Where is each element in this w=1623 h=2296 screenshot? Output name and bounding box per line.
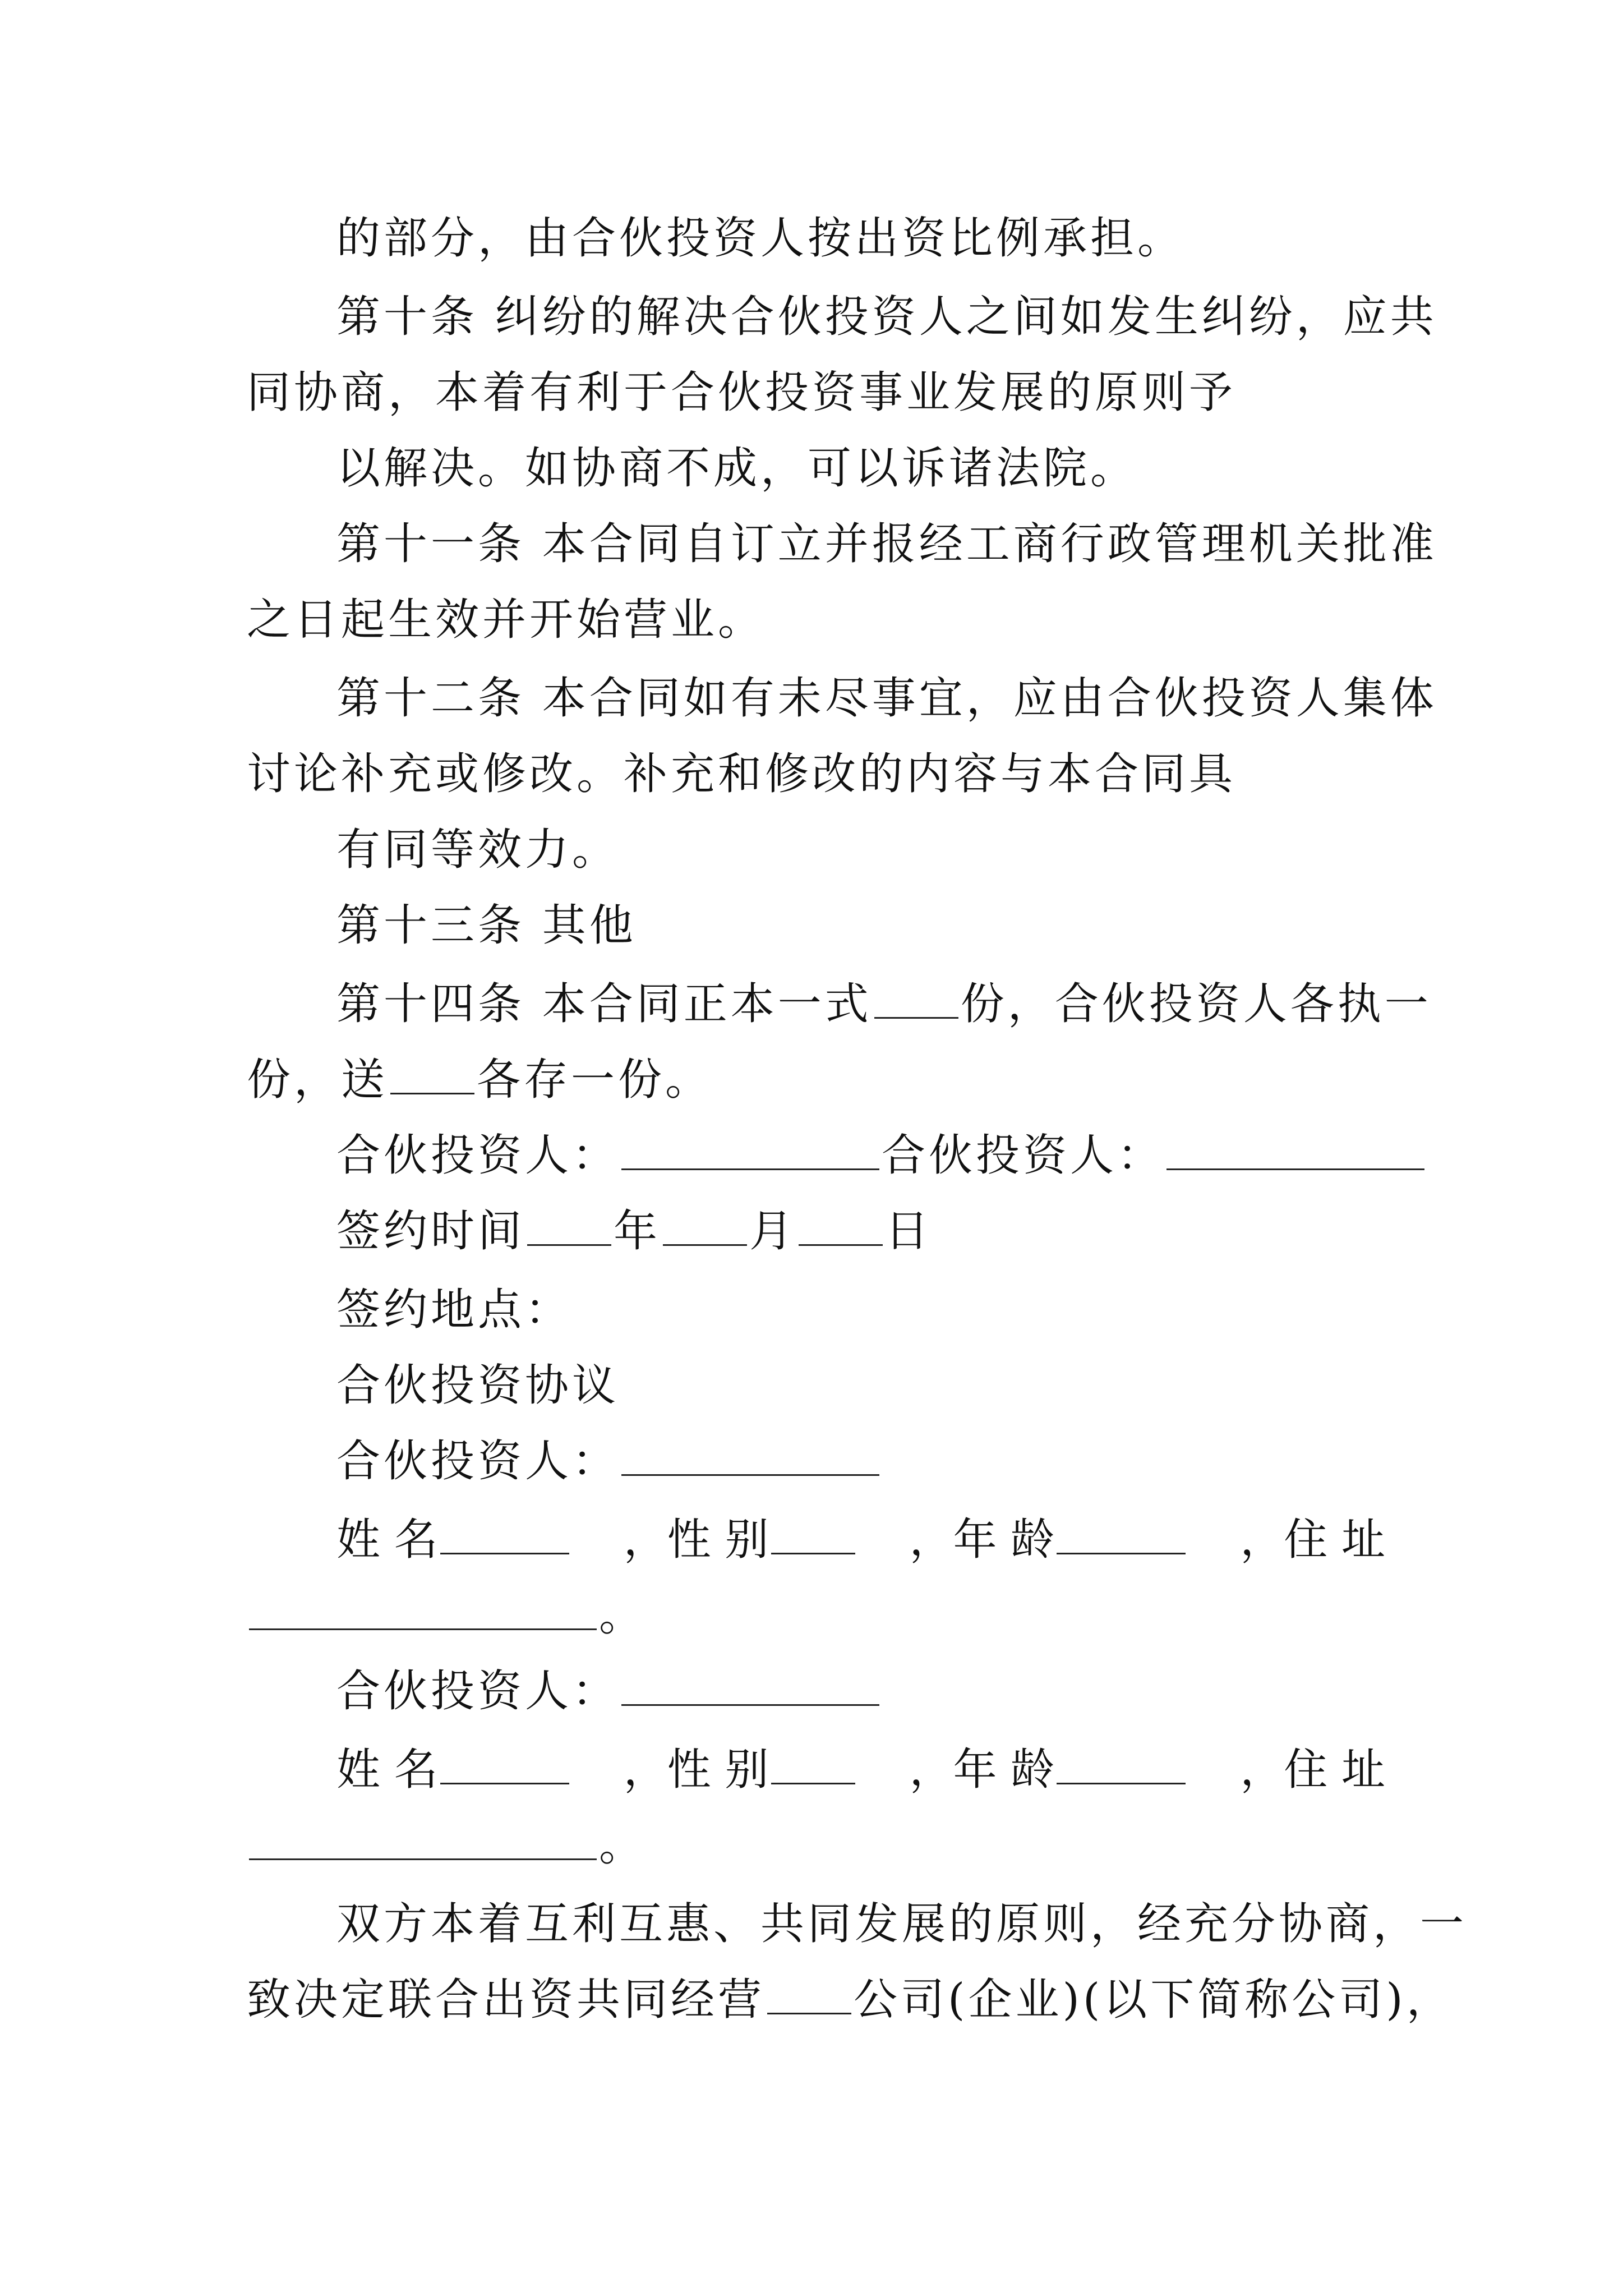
preamble-text: 致决定联合出资共同经营 (247, 1975, 766, 2025)
article-14-heading-line (336, 976, 1432, 1032)
name-label: 姓 名 (336, 1745, 438, 1795)
address-line (247, 1588, 646, 1644)
gender-field (624, 1742, 857, 1798)
investor-label: 合伙投资人： (882, 1130, 1165, 1181)
address-line (247, 1818, 646, 1874)
investor-name-blank (621, 1665, 879, 1706)
year-blank (527, 1205, 611, 1246)
article-13-heading-line: 第十三条 其他 (336, 900, 637, 951)
article-14-text: 第十四条 本合同正本一式 (336, 979, 872, 1029)
signing-date-label: 签约时间 (336, 1206, 525, 1257)
paragraph-line: 讨论补充或修改。补充和修改的内容与本合同具 (247, 749, 1237, 799)
investor-line (336, 1663, 882, 1719)
gender-blank (771, 1513, 855, 1554)
name-blank (440, 1513, 569, 1554)
investor-label: 合伙投资人： (336, 1666, 620, 1717)
investor-label: 合伙投资人： (336, 1436, 620, 1487)
paragraph-line: 有同等效力。 (336, 825, 620, 875)
article-12-heading-line: 第十二条 本合同如有未尽事宜，应由合伙投资人集体 (336, 673, 1437, 724)
name-field (336, 1742, 571, 1798)
preamble-line (247, 1972, 1454, 2028)
agreement-title: 合伙投资协议 (336, 1360, 620, 1411)
age-field (909, 1512, 1188, 1568)
name-field (336, 1512, 571, 1568)
signing-place-label: 签约地点： (336, 1285, 573, 1335)
investor-name-blank (621, 1435, 879, 1476)
address-field (1240, 1742, 1385, 1798)
article-11-heading-line: 第十一条 本合同自订立并报经工商行政管理机关批准 (336, 519, 1437, 569)
address-field (1240, 1512, 1385, 1568)
signing-date-line (336, 1203, 932, 1259)
day-blank (799, 1205, 883, 1246)
paragraph-line: 同协商，本着有利于合伙投资事业发展的原则予 (247, 367, 1237, 418)
address-blank (249, 1819, 597, 1860)
address-label: ，住 址 (1240, 1745, 1385, 1795)
line-end: 。 (599, 1820, 647, 1871)
paragraph-line (247, 1052, 712, 1108)
investor-label: 合伙投资人： (336, 1130, 620, 1181)
investor-details-line (336, 1742, 1385, 1798)
month-label: 月 (749, 1206, 797, 1257)
investor-details-line (336, 1512, 1385, 1568)
signature-line (336, 1128, 1427, 1184)
gender-blank (771, 1743, 855, 1784)
day-label: 日 (885, 1206, 933, 1257)
article-14-text: 份，合伙投资人各执一 (960, 979, 1432, 1029)
name-blank (440, 1743, 569, 1784)
copies-count-blank (874, 978, 958, 1019)
paragraph-line: 以解决。如协商不成，可以诉诸法院。 (336, 443, 1138, 494)
article-14-text: 各存一份。 (477, 1055, 713, 1105)
age-blank (1057, 1513, 1186, 1554)
investor-signature-blank (1166, 1129, 1424, 1170)
investor-line (336, 1433, 882, 1489)
age-field (909, 1742, 1188, 1798)
article-14-text: 份，送 (247, 1055, 389, 1105)
age-blank (1057, 1743, 1186, 1784)
gender-label: ，性 别 (623, 1745, 769, 1795)
article-10-heading-line: 第十条 纠纷的解决合伙投资人之间如发生纠纷，应共 (336, 292, 1437, 342)
paragraph-line: 之日起生效并开始营业。 (247, 595, 766, 645)
paragraph-line: 的部分，由合伙投资人按出资比例承担。 (336, 213, 1185, 264)
preamble-text: 公司(企业)(以下简称公司)， (854, 1975, 1454, 2025)
preamble-line: 双方本着互利互惠、共同发展的原则，经充分协商，一 (336, 1899, 1468, 1949)
investor-signature-blank (621, 1129, 879, 1170)
month-blank (663, 1205, 747, 1246)
gender-label: ，性 别 (623, 1515, 769, 1565)
line-end: 。 (599, 1590, 647, 1641)
name-label: 姓 名 (336, 1515, 438, 1565)
age-label: ，年 龄 (909, 1515, 1055, 1565)
address-label: ，住 址 (1240, 1515, 1385, 1565)
recipient-blank (390, 1053, 474, 1094)
age-label: ，年 龄 (909, 1745, 1055, 1795)
gender-field (624, 1512, 857, 1568)
company-name-blank (767, 1973, 851, 2014)
year-label: 年 (614, 1206, 661, 1257)
address-blank (249, 1589, 597, 1630)
